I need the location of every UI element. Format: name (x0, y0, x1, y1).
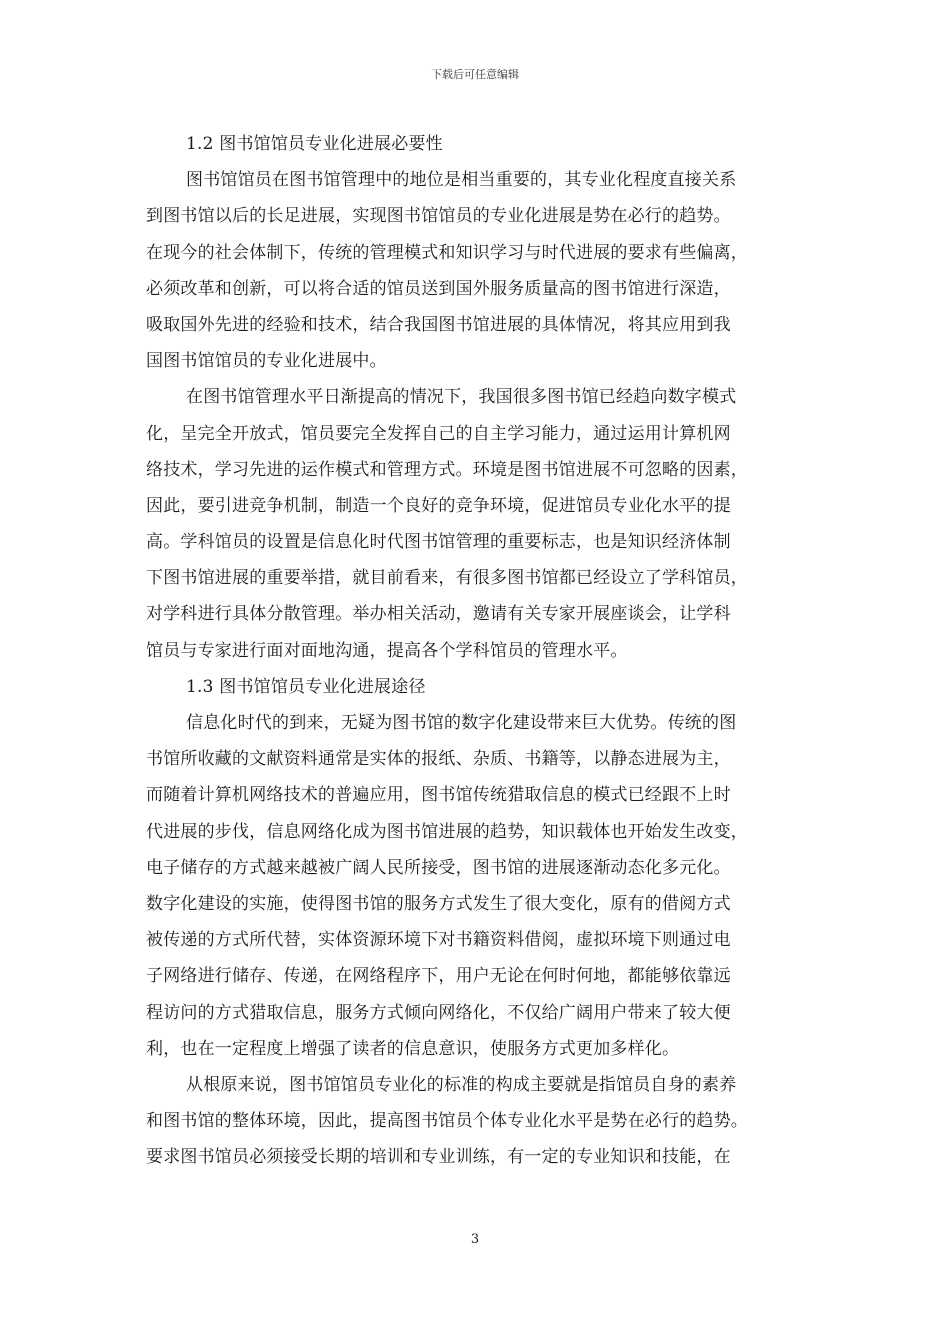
paragraph-line: 吸取国外先进的经验和技术，结合我国图书馆进展的具体情况，将其应用到我 (146, 314, 731, 335)
paragraph-line: 书馆所收藏的文献资料通常是实体的报纸、杂质、书籍等，以静态进展为主， (146, 749, 731, 770)
paragraph-line: 利，也在一定程度上增强了读者的信息意识，使服务方式更加多样化。 (146, 1038, 680, 1059)
paragraph-line: 子网络进行储存、传递，在网络程序下，用户无论在何时何地，都能够依靠远 (146, 966, 731, 987)
body-text (146, 126, 810, 1175)
section-heading-1-3: 1.3 图书馆馆员专业化进展途径 (186, 676, 426, 697)
paragraph-line: 因此，要引进竞争机制，制造一个良好的竞争环境，促进馆员专业化水平的提 (146, 495, 731, 516)
paragraph-line: 和图书馆的整体环境，因此，提高图书馆员个体专业化水平是势在必行的趋势。 (146, 1111, 748, 1132)
paragraph-line: 化，呈完全开放式，馆员要完全发挥自己的自主学习能力，通过运用计算机网 (146, 423, 731, 444)
paragraph-line: 在图书馆管理水平日渐提高的情况下，我国很多图书馆已经趋向数字模式 (186, 387, 737, 408)
page-number: 3 (470, 1232, 480, 1247)
paragraph-line: 下图书馆进展的重要举措，就目前看来，有很多图书馆都已经设立了学科馆员， (146, 568, 748, 589)
paragraph-line: 被传递的方式所代替，实体资源环境下对书籍资料借阅，虚拟环境下则通过电 (146, 930, 731, 951)
paragraph-line: 络技术，学习先进的运作模式和管理方式。环境是图书馆进展不可忽略的因素， (146, 459, 748, 480)
page-header: 下载后可任意编辑 (431, 68, 519, 81)
paragraph-line: 信息化时代的到来，无疑为图书馆的数字化建设带来巨大优势。传统的图 (186, 713, 737, 733)
paragraph-line: 程访问的方式猎取信息，服务方式倾向网络化，不仅给广阔用户带来了较大便 (146, 1002, 731, 1023)
paragraph-line: 电子储存的方式越来越被广阔人民所接受，图书馆的进展逐渐动态化多元化。 (146, 857, 731, 878)
paragraph-line: 代进展的步伐，信息网络化成为图书馆进展的趋势，知识载体也开始发生改变， (146, 821, 748, 842)
paragraph-line: 在现今的社会体制下，传统的管理模式和知识学习与时代进展的要求有些偏离， (146, 242, 748, 263)
paragraph-line: 馆员与专家进行面对面地沟通，提高各个学科馆员的管理水平。 (146, 640, 628, 661)
paragraph-line: 必须改革和创新，可以将合适的馆员送到国外服务质量高的图书馆进行深造， (146, 278, 731, 299)
paragraph-line: 国图书馆馆员的专业化进展中。 (146, 351, 387, 372)
paragraph-line: 图书馆馆员在图书馆管理中的地位是相当重要的，其专业化程度直接关系 (186, 170, 737, 191)
paragraph-line: 而随着计算机网络技术的普遍应用，图书馆传统猎取信息的模式已经跟不上时 (146, 785, 731, 806)
section-heading-1-2: 1.2 图书馆馆员专业化进展必要性 (186, 134, 443, 154)
paragraph-line: 数字化建设的实施，使得图书馆的服务方式发生了很大变化，原有的借阅方式 (146, 893, 731, 914)
paragraph-line: 对学科进行具体分散管理。举办相关活动，邀请有关专家开展座谈会，让学科 (146, 604, 731, 625)
paragraph-line: 高。学科馆员的设置是信息化时代图书馆管理的重要标志，也是知识经济体制 (146, 532, 731, 553)
paragraph-line: 到图书馆以后的长足进展，实现图书馆馆员的专业化进展是势在必行的趋势。 (146, 206, 731, 227)
paragraph-line: 从根原来说，图书馆馆员专业化的标准的构成主要就是指馆员自身的素养 (186, 1074, 737, 1095)
paragraph-line: 要求图书馆员必须接受长期的培训和专业训练，有一定的专业知识和技能，在 (146, 1147, 731, 1168)
